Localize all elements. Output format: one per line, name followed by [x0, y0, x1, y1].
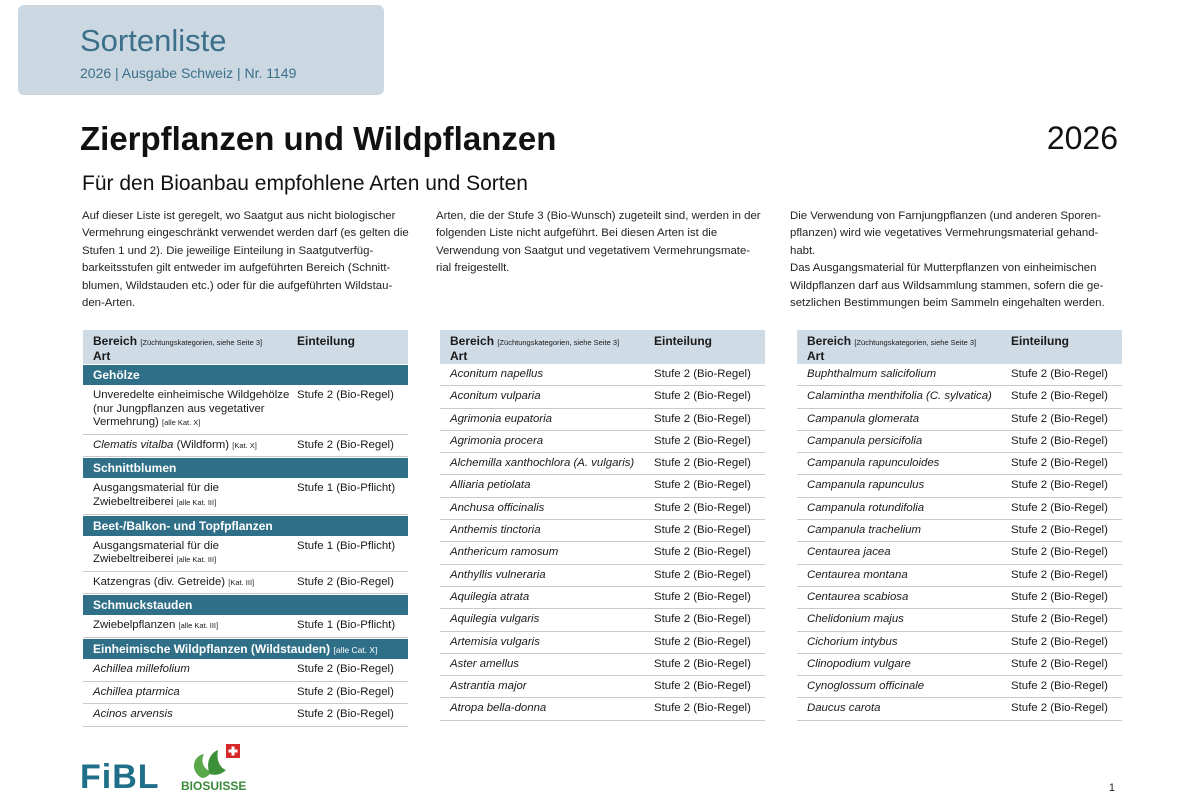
row-name: Cynoglossum officinale: [807, 680, 925, 693]
header-einteilung: Einteilung: [1011, 334, 1069, 348]
row-value: Stufe 2 (Bio-Regel): [1011, 590, 1108, 603]
row-value: Stufe 2 (Bio-Regel): [654, 568, 751, 581]
table-row: [797, 698, 1122, 720]
header-bereich: Bereich [Züchtungskategorien, siehe Seite 3]: [93, 334, 263, 348]
table-row: [797, 409, 1122, 431]
row-value: Stufe 2 (Bio-Regel): [1011, 390, 1108, 403]
row-value: Stufe 2 (Bio-Regel): [1011, 412, 1108, 425]
row-name: Centaurea scabiosa: [807, 590, 909, 603]
table-header: [440, 330, 765, 364]
table-row: [83, 536, 408, 572]
table-row: [83, 659, 408, 682]
row-value: Stufe 2 (Bio-Regel): [654, 479, 751, 492]
table-row: [797, 453, 1122, 475]
header-art: Art: [450, 349, 468, 363]
table-row: [797, 498, 1122, 520]
category-schmuckstauden: Schmuckstauden: [83, 594, 408, 615]
row-name: Aconitum napellus: [450, 368, 544, 380]
row-value: Stufe 2 (Bio-Regel): [297, 662, 394, 675]
table-row: [440, 520, 765, 542]
row-value: Stufe 2 (Bio-Regel): [1011, 657, 1108, 670]
row-name: Anchusa officinalis: [450, 501, 545, 514]
table-row: [440, 386, 765, 408]
table-row: [440, 431, 765, 453]
row-name: Anthyllis vulneraria: [450, 568, 546, 581]
row-value: Stufe 2 (Bio-Regel): [654, 368, 751, 380]
table-header: [83, 330, 408, 364]
row-name: Achillea ptarmica: [93, 685, 180, 698]
bud-icon: [180, 742, 250, 782]
row-value: Stufe 1 (Bio-Pflicht): [297, 539, 396, 552]
header-title: Sortenliste: [80, 23, 227, 58]
row-value: Stufe 2 (Bio-Regel): [654, 501, 751, 514]
row-value: Stufe 2 (Bio-Regel): [654, 412, 751, 425]
intro-text-2: Arten, die der Stufe 3 (Bio-Wunsch) zugeteilt sind, werden in der folgenden Liste nicht aufgeführt. Bei diesen Arten ist die Verwendung von Saatgut und vegetativem Vermehrungsmate-rial freigestellt.: [436, 210, 761, 275]
row-name: Campanula rotundifolia: [807, 501, 925, 514]
table-3-body: [797, 364, 1122, 721]
row-name: Cichorium intybus: [807, 635, 898, 648]
table-row: [440, 498, 765, 520]
row-name: Centaurea montana: [807, 568, 908, 581]
row-name: Centaurea jacea: [807, 546, 891, 559]
row-value: Stufe 2 (Bio-Regel): [297, 685, 394, 698]
table-row: [83, 435, 408, 458]
table-2-body: [440, 364, 765, 721]
table-row: [797, 520, 1122, 542]
table-row: [440, 698, 765, 720]
table-row: [440, 587, 765, 609]
biosuisse-logo: [180, 742, 250, 798]
table-row: [83, 478, 408, 514]
table-row: [797, 609, 1122, 631]
row-name: Artemisia vulgaris: [450, 635, 540, 648]
table-row: [797, 386, 1122, 408]
row-name: Katzengras (div. Getreide) [Kat. III]: [93, 575, 255, 588]
row-name: Zwiebelpflanzen [alle Kat. III]: [93, 619, 219, 632]
row-value: Stufe 2 (Bio-Regel): [1011, 702, 1108, 715]
category-gehoelze: Gehölze: [83, 364, 408, 385]
row-name: Achillea millefolium: [93, 662, 190, 675]
intro-text-3a: Die Verwendung von Farnjungpflanzen (und anderen Sporen-pflanzen) wird wie vegetatives Vermehrungsmaterial gehand-habt.: [790, 210, 1101, 257]
category-schnittblumen: Schnittblumen: [83, 457, 408, 478]
table-row: [797, 475, 1122, 497]
category-wildpflanzen: Einheimische Wildpflanzen (Wildstauden) [alle Cat. X]: [83, 638, 408, 659]
row-name: Buphthalmum salicifolium: [807, 368, 937, 380]
page-number: 1: [1108, 782, 1115, 794]
intro-col-1: [82, 208, 412, 312]
table-row: [83, 682, 408, 705]
row-name: Campanula rapunculus: [807, 479, 925, 492]
fibl-logo: FiBL: [80, 758, 160, 796]
row-value: Stufe 2 (Bio-Regel): [654, 635, 751, 648]
row-name: Ausgangsmaterial für die Zwiebeltreiberei [alle Kat. III]: [93, 482, 219, 508]
row-name: Daucus carota: [807, 702, 881, 715]
row-value: Stufe 1 (Bio-Pflicht): [297, 619, 396, 632]
table-row: [83, 385, 408, 435]
row-value: Stufe 2 (Bio-Regel): [1011, 479, 1108, 492]
category-beet-balkon: Beet-/Balkon- und Topfpflanzen: [83, 515, 408, 536]
row-name: Chelidonium majus: [807, 613, 904, 626]
table-row: [797, 676, 1122, 698]
row-value: Stufe 2 (Bio-Regel): [654, 546, 751, 559]
intro-text-3b: Das Ausgangsmaterial für Mutterpflanzen von einheimischen Wildpflanzen darf aus Wildsammlung stammen, sofern die ge-setzlichen Bestimmungen beim Sammeln eingehalten werden.: [790, 262, 1105, 310]
row-name: Acinos arvensis: [93, 708, 173, 721]
header-box: [18, 5, 384, 95]
row-value: Stufe 2 (Bio-Regel): [1011, 524, 1108, 537]
row-value: Stufe 2 (Bio-Regel): [1011, 546, 1108, 559]
row-value: Stufe 2 (Bio-Regel): [654, 457, 751, 470]
page-title: Zierpflanzen und Wildpflanzen: [80, 120, 557, 157]
table-row: [440, 453, 765, 475]
table-2: [440, 330, 765, 721]
row-name: Aquilegia vulgaris: [450, 613, 540, 626]
row-name: Campanula trachelium: [807, 524, 921, 537]
table-row: [797, 542, 1122, 564]
table-row: [83, 615, 408, 638]
row-value: Stufe 2 (Bio-Regel): [297, 438, 394, 451]
table-row: [440, 565, 765, 587]
table-row: [797, 364, 1122, 386]
row-value: Stufe 2 (Bio-Regel): [297, 708, 394, 721]
table-row: [797, 565, 1122, 587]
row-value: Stufe 2 (Bio-Regel): [654, 680, 751, 693]
row-name: Aster amellus: [450, 657, 520, 670]
row-value: Stufe 2 (Bio-Regel): [654, 657, 751, 670]
header-bereich: Bereich [Züchtungskategorien, siehe Seite 3]: [807, 334, 977, 348]
row-name: Atropa bella-donna: [450, 702, 547, 715]
row-value: Stufe 2 (Bio-Regel): [297, 575, 394, 588]
table-row: [797, 654, 1122, 676]
intro-text-1: Auf dieser Liste ist geregelt, wo Saatgut aus nicht biologischer Vermehrung eingeschränkt verwendet werden darf (es gelten die Stufen 1 und 2). Die jeweilige Einteilung in Saatgutverfüg-barkeitsstufen gilt entweder im aufgeführten Bereich (Schnitt-blumen, Wildstauden etc.) oder für die aufgeführten Wildstau-den-Arten.: [82, 210, 409, 310]
row-name: Agrimonia procera: [450, 434, 544, 447]
row-name: Astrantia major: [450, 680, 527, 693]
biosuisse-text: BIOSUISSE: [181, 779, 247, 793]
row-name: Anthemis tinctoria: [450, 524, 541, 537]
row-name: Anthericum ramosum: [450, 546, 559, 559]
row-value: Stufe 1 (Bio-Pflicht): [297, 482, 396, 495]
row-name: Clinopodium vulgare: [807, 657, 911, 670]
table-header: [797, 330, 1122, 364]
header-bereich: Bereich [Züchtungskategorien, siehe Seite 3]: [450, 334, 620, 348]
row-name: Campanula rapunculoides: [807, 457, 940, 470]
row-value: Stufe 2 (Bio-Regel): [1011, 635, 1108, 648]
intro-col-3: [790, 208, 1115, 312]
row-value: Stufe 2 (Bio-Regel): [1011, 613, 1108, 626]
row-value: Stufe 2 (Bio-Regel): [654, 613, 751, 626]
row-value: Stufe 2 (Bio-Regel): [654, 590, 751, 603]
row-name: Alliaria petiolata: [450, 479, 531, 492]
row-name: Campanula persicifolia: [807, 434, 923, 447]
table-row: [83, 572, 408, 595]
row-value: Stufe 2 (Bio-Regel): [1011, 501, 1108, 514]
row-name: Clematis vitalba (Wildform) [Kat. X]: [93, 438, 257, 451]
row-name: Aquilegia atrata: [450, 590, 530, 603]
row-name: Campanula glomerata: [807, 412, 920, 425]
table-row: [440, 676, 765, 698]
row-name: Agrimonia eupatoria: [450, 412, 552, 425]
table-row: [440, 409, 765, 431]
row-value: Stufe 2 (Bio-Regel): [654, 524, 751, 537]
table-row: [83, 704, 408, 727]
table-1: [83, 330, 408, 727]
header-art: Art: [93, 349, 111, 363]
row-value: Stufe 2 (Bio-Regel): [1011, 457, 1108, 470]
intro-col-2: [436, 208, 761, 278]
row-value: Stufe 2 (Bio-Regel): [654, 702, 751, 715]
header-subtitle: 2026 | Ausgabe Schweiz | Nr. 1149: [80, 65, 297, 81]
page-year: 2026: [1046, 120, 1118, 156]
row-value: Stufe 2 (Bio-Regel): [654, 434, 751, 447]
row-value: Stufe 2 (Bio-Regel): [1011, 434, 1108, 447]
table-3: [797, 330, 1122, 721]
row-name: Ausgangsmaterial für die Zwiebeltreiberei [alle Kat. III]: [93, 539, 219, 566]
row-value: Stufe 2 (Bio-Regel): [1011, 680, 1108, 693]
table-row: [797, 431, 1122, 453]
row-name: Unveredelte einheimische Wildgehölze (nur Jungpflanzen aus vegetativer Vermehrung) [alle Kat. X]: [93, 389, 290, 429]
row-name: Calamintha menthifolia (C. sylvatica): [807, 390, 992, 403]
header-einteilung: Einteilung: [654, 334, 712, 348]
table-row: [440, 654, 765, 676]
page-subtitle: Für den Bioanbau empfohlene Arten und Sorten: [82, 172, 528, 195]
table-row: [440, 632, 765, 654]
row-value: Stufe 2 (Bio-Regel): [654, 390, 751, 403]
row-name: Aconitum vulparia: [450, 390, 541, 403]
table-row: [440, 364, 765, 386]
header-art: Art: [807, 349, 825, 363]
table-row: [797, 587, 1122, 609]
table-row: [440, 475, 765, 497]
table-row: [797, 632, 1122, 654]
row-name: Alchemilla xanthochlora (A. vulgaris): [450, 457, 635, 470]
row-value: Stufe 2 (Bio-Regel): [1011, 568, 1108, 581]
table-row: [440, 542, 765, 564]
table-row: [440, 609, 765, 631]
row-value: Stufe 2 (Bio-Regel): [297, 389, 394, 401]
row-value: Stufe 2 (Bio-Regel): [1011, 368, 1108, 380]
header-einteilung: Einteilung: [297, 334, 355, 348]
